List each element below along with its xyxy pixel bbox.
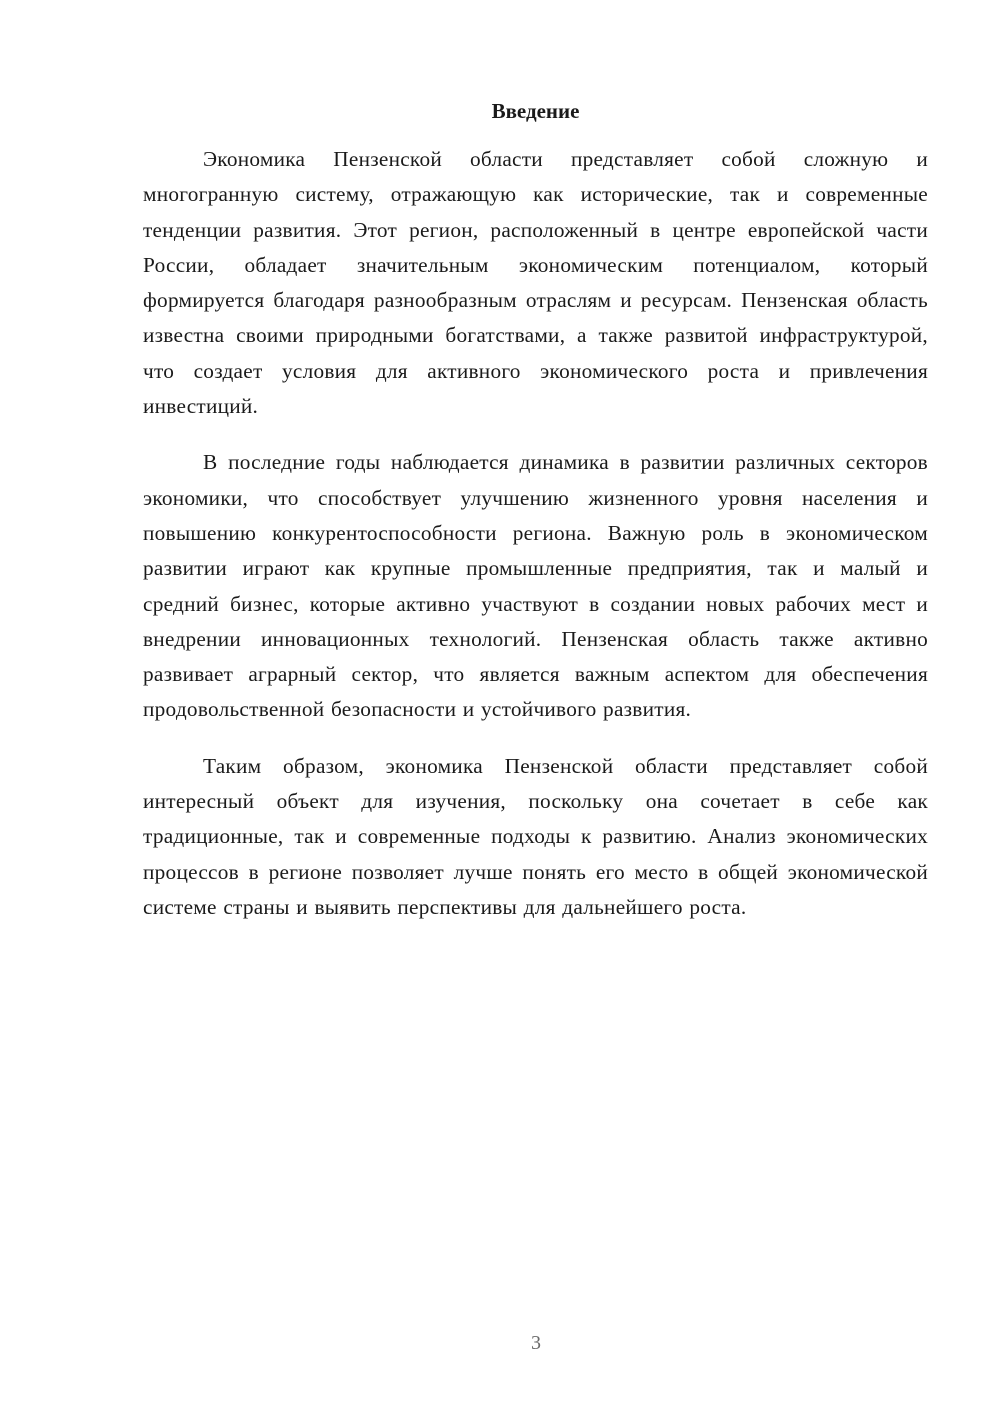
paragraph-intro: Экономика Пензенской области представляет собой сложную и многогранную систему, отражающую как исторические, так и современные тенденции развития. Этот регион, расположенный в центре европейской части России, обладает значительным экономическим потенциалом, который формируется благодаря разнообразным отраслям и ресурсам. Пензенская область известна своими природными богатствами, а также развитой инфраструктурой, что создает условия для активного экономического роста и привлечения инвестиций. — [143, 147, 928, 419]
page-number: 3 — [531, 1332, 541, 1354]
paragraph-conclusion: Таким образом, экономика Пензенской области представляет собой интересный объект для изучения, поскольку она сочетает в себе как традиционные, так и современные подходы к развитию. Анализ экономических процессов в регионе позволяет лучше понять его место в общей экономической системе страны и выявить перспективы для дальнейшего роста. — [143, 753, 928, 919]
section-title: Введение — [491, 99, 580, 123]
document-body — [143, 92, 928, 946]
paragraph-dynamics: В последние годы наблюдается динамика в развитии различных секторов экономики, что способствует улучшению жизненного уровня населения и повышению конкурентоспособности региона. Важную роль в экономическом развитии играют как крупные промышленные предприятия, так и малый и средний бизнес, которые активно участвуют в создании новых рабочих мест и внедрении инновационных технологий. Пензенская область также активно развивает аграрный сектор, что является важным аспектом для обеспечения продовольственной безопасности и устойчивого развития. — [143, 450, 928, 722]
